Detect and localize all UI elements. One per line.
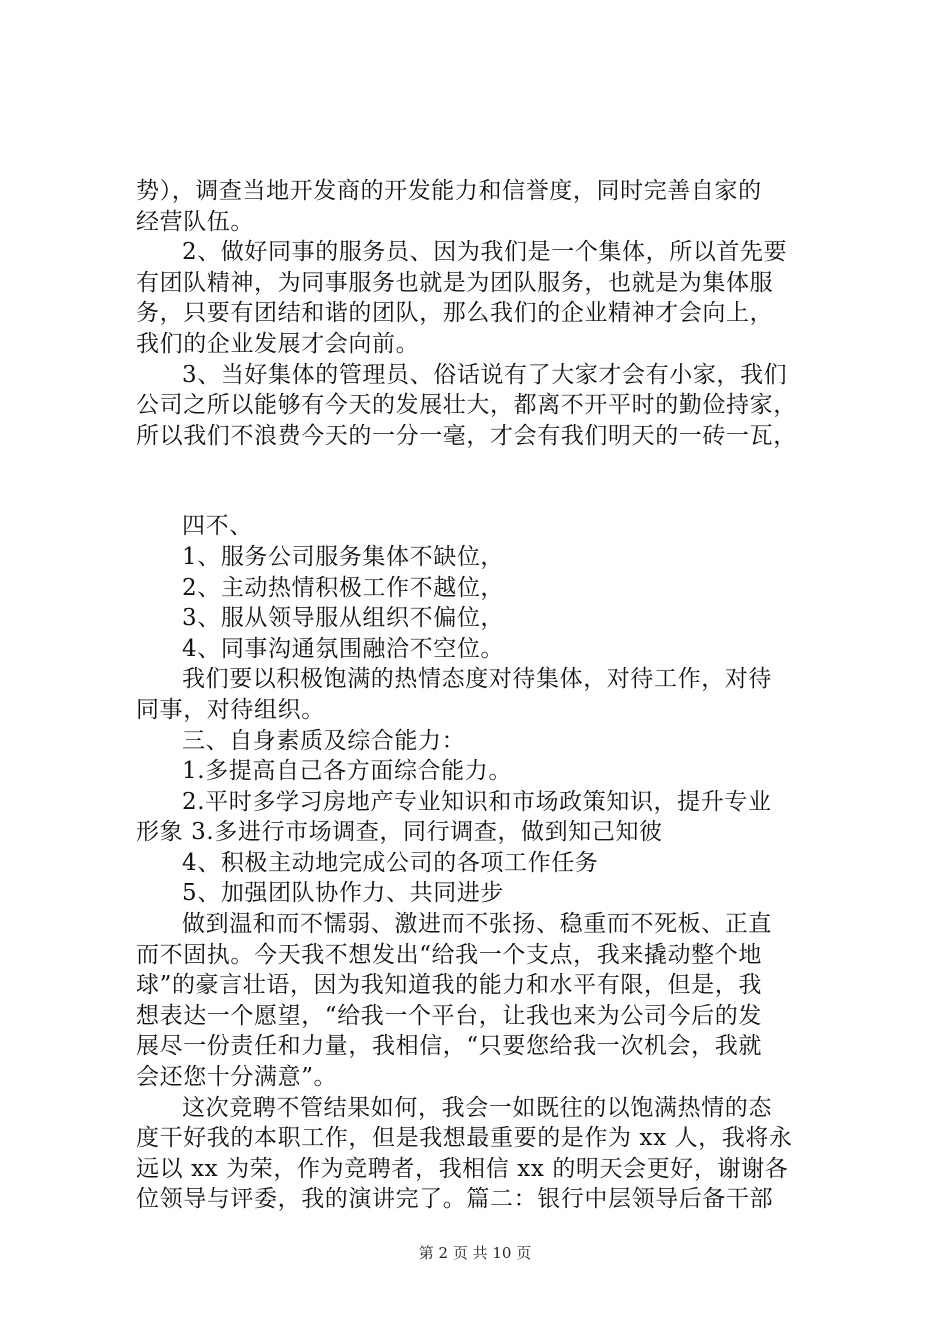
text-line: 球”的豪言壮语，因为我知道我的能力和水平有限，但是，我	[136, 972, 762, 999]
text-line: 经营队伍。	[136, 208, 254, 235]
text-line: 势），调查当地开发商的开发能力和信誉度，同时完善自家的	[136, 178, 762, 204]
list-item: 2、主动热情积极工作不越位，	[182, 574, 505, 601]
text-line: 想表达一个愿望，“给我一个平台，让我也来为公司今后的发	[136, 1002, 762, 1029]
list-item: 1、服务公司服务集体不缺位，	[182, 543, 505, 570]
text-line: 我们的企业发展才会向前。	[136, 330, 420, 357]
blank-gap	[136, 451, 836, 511]
paragraph-start: 我们要以积极饱满的热情态度对待集体，对待工作，对待	[182, 666, 772, 693]
text-line: 位领导与评委，我的演讲完了。篇二：银行中层领导后备干部	[136, 1186, 774, 1213]
list-item: 4、同事沟通氛围融洽不空位。	[182, 635, 505, 662]
list-item: 4、积极主动地完成公司的各项工作任务	[182, 849, 599, 876]
page-number-footer: 第 2 页 共 10 页	[418, 1244, 532, 1262]
text-line: 公司之所以能够有今天的发展壮大，都离不开平时的勤俭持家，	[136, 392, 797, 419]
list-item: 1.多提高自己各方面综合能力。	[182, 758, 512, 785]
text-line: 务，只要有团结和谐的团队，那么我们的企业精神才会向上，	[136, 300, 774, 327]
paragraph-start: 这次竞聘不管结果如何，我会一如既往的以饱满热情的态	[182, 1094, 772, 1121]
list-item: 5、加强团队协作力、共同进步	[182, 880, 505, 907]
document-body	[136, 176, 836, 1215]
text-line: 形象 3.多进行市场调查，同行调查，做到知己知彼	[136, 819, 663, 846]
text-line: 度干好我的本职工作，但是我想最重要的是作为 xx 人，我将永	[136, 1125, 793, 1152]
text-line: 同事，对待组织。	[136, 696, 325, 723]
list-item: 3、服从领导服从组织不偏位，	[182, 605, 505, 632]
section-heading: 三、自身素质及综合能力：	[182, 727, 466, 754]
paragraph-start: 3、当好集体的管理员、俗话说有了大家才会有小家，我们	[182, 361, 788, 388]
paragraph-start: 做到温和而不懦弱、激进而不张扬、稳重而不死板、正直	[182, 911, 772, 938]
text-line: 所以我们不浪费今天的一分一毫，才会有我们明天的一砖一瓦，	[136, 422, 797, 449]
text-line: 远以 xx 为荣，作为竞聘者，我相信 xx 的明天会更好，谢谢各	[136, 1155, 789, 1182]
text-line: 而不固执。今天我不想发出“给我一个支点，我来撬动整个地	[136, 941, 762, 968]
paragraph-start: 2、做好同事的服务员、因为我们是一个集体，所以首先要	[182, 239, 788, 266]
list-item: 2.平时多学习房地产专业知识和市场政策知识，提升专业	[182, 788, 772, 815]
section-heading: 四不、	[182, 513, 253, 540]
text-line: 展尽一份责任和力量，我相信，“只要您给我一次机会，我就	[136, 1033, 762, 1060]
text-line: 会还您十分满意”。	[136, 1064, 338, 1091]
text-line: 有团队精神，为同事服务也就是为团队服务，也就是为集体服	[136, 269, 774, 296]
